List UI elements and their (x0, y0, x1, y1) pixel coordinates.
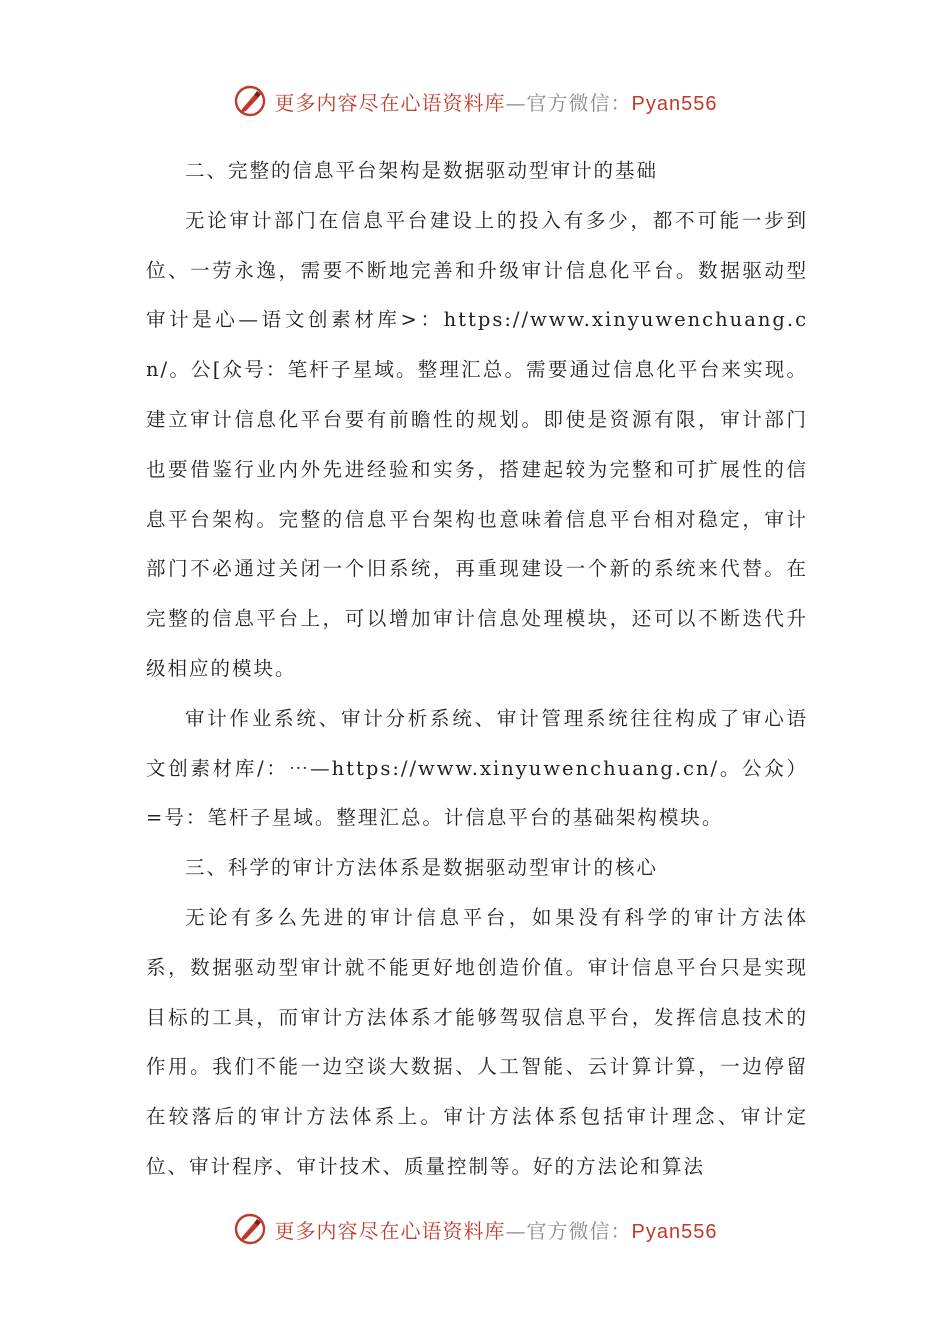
banner-main-text: 更多内容尽在心语资料库 (274, 90, 506, 115)
banner-text (275, 87, 718, 116)
banner-wechat-label: 官方微信： (526, 1218, 632, 1243)
footer-watermark-banner (0, 1212, 950, 1246)
document-body (146, 146, 808, 1192)
banner-wechat-handle: Pyan556 (631, 1220, 718, 1243)
pen-nib-logo-icon (233, 84, 267, 118)
paragraph-1: 无论审计部门在信息平台建设上的投入有多少，都不可能一步到位、一劳永逸，需要不断地完善和升级审计信息化平台。数据驱动型审计是心—语文创素材库>：https://www.xinyuwenchuang.cn/。公[众号：笔杆子星域。整理汇总。需要通过信息化平台来实现。建立审计信息化平台要有前瞻性的规划。即使是资源有限，审计部门也要借鉴行业内外先进经验和实务，搭建起较为完整和可扩展性的信息平台架构。完整的信息平台架构也意味着信息平台相对稳定，审计部门不必通过关闭一个旧系统，再重现建设一个新的系统来代替。在完整的信息平台上，可以增加审计信息处理模块，还可以不断迭代升级相应的模块。 (146, 208, 808, 680)
banner-main-text: 更多内容尽在心语资料库 (274, 1218, 506, 1243)
pen-nib-logo-icon (233, 1212, 267, 1246)
section-heading-3: 三、科学的审计方法体系是数据驱动型审计的核心 (185, 856, 659, 880)
banner-separator: — (505, 90, 527, 115)
banner-wechat-label: 官方微信： (526, 90, 632, 115)
header-watermark-banner (0, 84, 950, 118)
banner-text (275, 1215, 718, 1244)
paragraph-3: 无论有多么先进的审计信息平台，如果没有科学的审计方法体系，数据驱动型审计就不能更好地创造价值。审计信息平台只是实现目标的工具，而审计方法体系才能够驾驭信息平台，发挥信息技术的作用。我们不能一边空谈大数据、人工智能、云计算计算，一边停留在较落后的审计方法体系上。审计方法体系包括审计理念、审计定位、审计程序、审计技术、质量控制等。好的方法论和算法 (146, 905, 808, 1178)
banner-wechat-handle: Pyan556 (631, 92, 718, 115)
paragraph-2: 审计作业系统、审计分析系统、审计管理系统往往构成了审心语文创素材库/：⋯—https://www.xinyuwenchuang.cn/。公众）=号：笔杆子星域。整理汇总。计信息平台的基础架构模块。 (146, 706, 808, 830)
section-heading-2: 二、完整的信息平台架构是数据驱动型审计的基础 (185, 159, 659, 182)
banner-separator: — (505, 1218, 527, 1243)
